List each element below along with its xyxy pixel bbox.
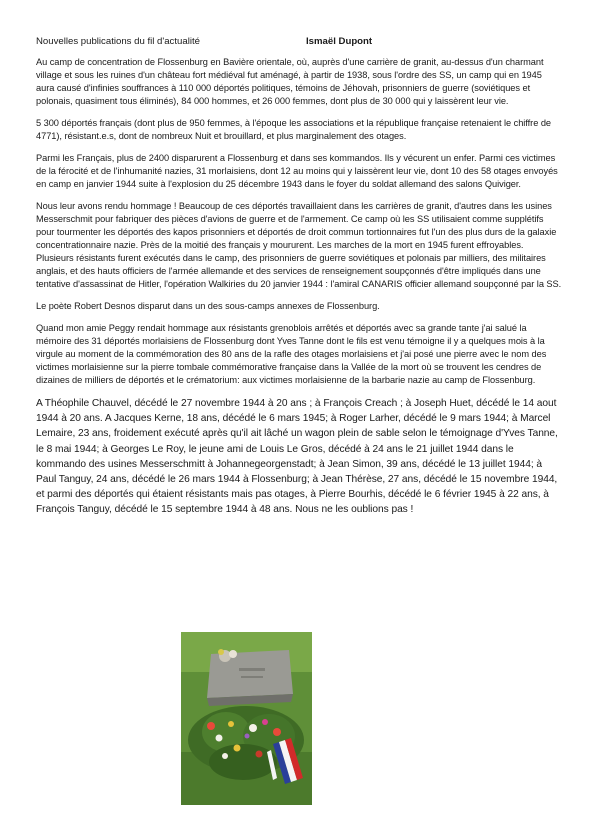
header-label: Nouvelles publications du fil d'actualité — [36, 36, 200, 47]
memorial-photo — [181, 632, 312, 805]
document-page — [36, 36, 562, 527]
paragraph-5: Le poète Robert Desnos disparut dans un des sous-camps annexes de Flossenburg. — [36, 301, 380, 311]
paragraph-1: Au camp de concentration de Flossenburg en Bavière orientale, où, auprès d'une carrière de granit, au-dessus d'un charmant village et sous les ruines d'un château fort médiéval fut aménagé, à partir de 1938, sous l'ordre des SS, un camp qui en 1945 aura causé d'infinies souffrances à 110 000 déportés politiques, témoins de Jéhovah, prisonniers de guerre (soviétiques et polonais, quasiment tous éliminés), 84 000 hommes, et 26 000 femmes, dont plus de 30 000 qui y laissèrent leur vie. — [36, 57, 544, 106]
paragraph-3: Parmi les Français, plus de 2400 disparurent a Flossenburg et dans ses kommandos. Ils y vécurent un enfer. Parmi ces victimes de la férocité et de l'inhumanité nazies, 31 morlaisiens, dont 12 au moins qui y laissèrent leur vie, dont 10 des 58 otages envoyés en camp en janvier 1944 suite à l'explosion du 25 décembre 1943 dans le foyer du soldat allemand des salons Quiviger. — [36, 153, 558, 189]
paragraph-6: Quand mon amie Peggy rendait hommage aux résistants grenoblois arrêtés et déportés avec sa grande tante j'ai salué la mémoire des 31 déportés morlaisiens de Flossenburg dont Yves Tanne dont le fils est venu témoigne il y a quelques mois à la virgule au moment de la commémoration des 80 ans de la rafle des otages morlaisiens et j'ai posé une pierre avec le nom des victimes morlaisienne sur la pierre tombale commémorative française dans la Vallée de la mort où se trouvent les cendres de dizaines de milliers de déportés et le crématorium: aux victimes morlaisienne de la barbarie nazie au camp de Flossenburg. — [36, 323, 547, 385]
author-name: Ismaël Dupont — [306, 36, 373, 47]
page-header — [36, 36, 562, 50]
paragraph-2: 5 300 déportés français (dont plus de 950 femmes, à l'époque les associations et la république française retenaient le chiffre de 4771), résistant.e.s, dont de nombreux Nuit et brouillard, et plus marginalement des otages. — [36, 118, 552, 141]
tribute-paragraph: A Théophile Chauvel, décédé le 27 novembre 1944 à 20 ans ; à François Creach ; à Joseph Huet, décédé le 14 aout 1944 à 20 ans. A Jacques Kerne, 18 ans, décédé le 6 mars 1945; à Roger Larher, décédé le 9 mars 1944; à Marcel Lemaire, 23 ans, froidement exécuté après qu'il ait lâché un wagon plein de sable selon le témoignage d'Yves Tanne, le 8 mai 1944; à Georges Le Roy, le jeune ami de Louis Le Gros, décédé à 24 ans le 21 juillet 1944 dans le kommando des usines Messerschmitt à Johannegeorgenstadt; à Jean Simon, 39 ans, décédé le 13 juillet 1944; à Paul Tanguy, 24 ans, décédé le 26 mars 1944 à Flossenburg; à Jean Thérèse, 27 ans, décédé le 15 novembre 1944, et parmi des déportés qui étaient résistants mais pas otages, à Pierre Bourhis, décédé le 6 février 1945 à 22 ans, à François Tanguy, décédé le 15 septembre 1944 à 48 ans. Nous ne les oublions pas ! — [36, 398, 558, 516]
paragraph-4: Nous leur avons rendu hommage ! Beaucoup de ces déportés travaillaient dans les carrières de granit, d'autres dans les usines Messerschmit pour fabriquer des pièces d'avions de guerre et de l'armement. Ce camp où les SS utilisaient comme supplétifs pour tourmenter les déportés des kapos prisonniers et déportés de droit commun tortionnaires fut l'un des plus durs de la galaxie concentrationnaire nazie. Près de la moitié des français y moururent. Les marches de la mort en 1945 furent effroyables. Plusieurs résistants furent exécutés dans le camp, des prisonniers de guerre soviétiques et polonais par milliers, des militaires anglais, et des hauts officiers de l'armée allemande et des services de renseignement soupçonnés d'être impliqués dans une tentative d'assassinat de Hitler, l'opération Walkiries du 20 janvier 1944 : l'amiral CANARIS officier allemand soupçonné par la SS. — [36, 201, 562, 289]
